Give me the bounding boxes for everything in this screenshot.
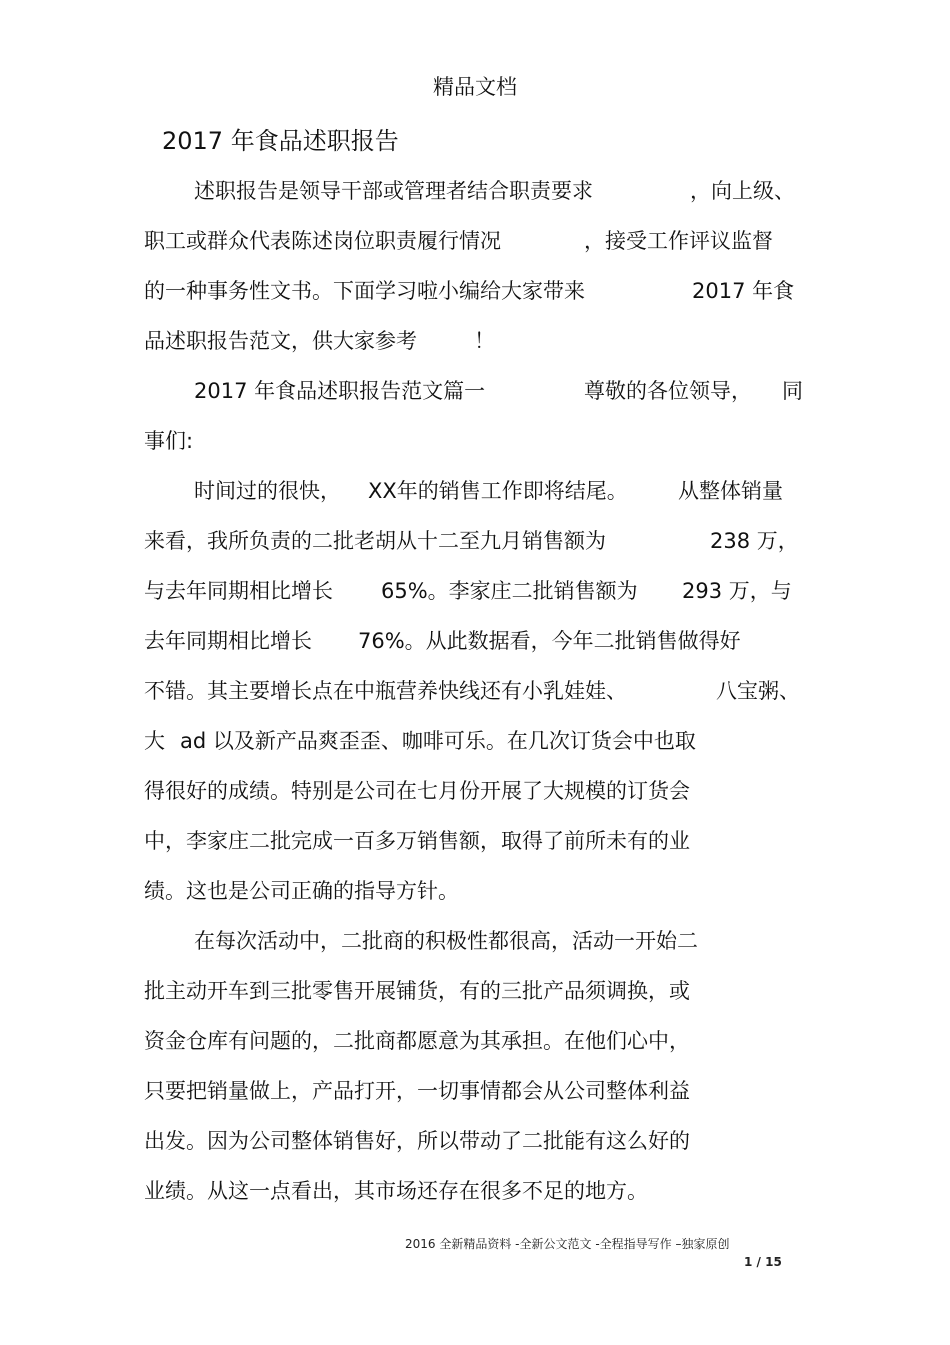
body-text: 大 [144, 729, 165, 753]
body-text: 八宝粥、 [716, 679, 800, 703]
body-text: 同 [782, 379, 803, 403]
body-text: 出发。因为公司整体销售好，所以带动了二批能有这么好的 [144, 1129, 690, 1153]
body-text: 238 万， [710, 529, 799, 553]
body-text: 得很好的成绩。特别是公司在七月份开展了大规模的订货会 [144, 779, 690, 803]
page-indicator: 1 / 15 [744, 1255, 782, 1269]
body-text: XX年的销售工作即将结尾。 [368, 479, 628, 503]
body-text: 业绩。从这一点看出，其市场还存在很多不足的地方。 [144, 1179, 648, 1203]
document-title: 2017 年食品述职报告 [162, 127, 399, 155]
body-text: ad 以及新产品爽歪歪、咖啡可乐。在几次订货会中也取 [180, 729, 696, 753]
body-text: 只要把销量做上，产品打开，一切事情都会从公司整体利益 [144, 1079, 690, 1103]
body-text: 65%。李家庄二批销售额为 [381, 579, 638, 603]
body-text: 事们: [144, 429, 194, 453]
body-text: 从整体销量 [678, 479, 783, 503]
body-text: 资金仓库有问题的，二批商都愿意为其承担。在他们心中， [144, 1029, 690, 1053]
body-text: 不错。其主要增长点在中瓶营养快线还有小乳娃娃、 [144, 679, 627, 703]
body-text: 批主动开车到三批零售开展铺货，有的三批产品须调换，或 [144, 979, 690, 1003]
body-text: 的一种事务性文书。下面学习啦小编给大家带来 [144, 279, 585, 303]
body-text: 职工或群众代表陈述岗位职责履行情况 [144, 229, 501, 253]
body-text: 在每次活动中，二批商的积极性都很高，活动一开始二 [194, 929, 698, 953]
body-text: 76%。从此数据看，今年二批销售做得好 [358, 629, 741, 653]
body-text: ，接受工作评议监督 [584, 229, 773, 253]
body-text: 述职报告是领导干部或管理者结合职责要求 [194, 179, 593, 203]
body-text: 2017 年食 [692, 279, 795, 303]
body-text: 来看，我所负责的二批老胡从十二至九月销售额为 [144, 529, 606, 553]
body-text: 尊敬的各位领导， [584, 379, 752, 403]
body-text: 品述职报告范文，供大家参考 [144, 329, 417, 353]
body-text: ！ [474, 329, 495, 353]
body-text: 293 万，与 [682, 579, 792, 603]
body-text: 与去年同期相比增长 [144, 579, 333, 603]
body-text: 中，李家庄二批完成一百多万销售额，取得了前所未有的业 [144, 829, 690, 853]
page-footer: 2016 全新精品资料 -全新公文范文 -全程指导写作 –独家原创 [405, 1237, 730, 1251]
body-text: 绩。这也是公司正确的指导方针。 [144, 879, 459, 903]
body-text: 时间过的很快， [194, 479, 341, 503]
body-text: 去年同期相比增长 [144, 629, 312, 653]
body-text: ，向上级、 [690, 179, 795, 203]
page-header: 精品文档 [433, 75, 517, 99]
body-text: 2017 年食品述职报告范文篇一 [194, 379, 486, 403]
